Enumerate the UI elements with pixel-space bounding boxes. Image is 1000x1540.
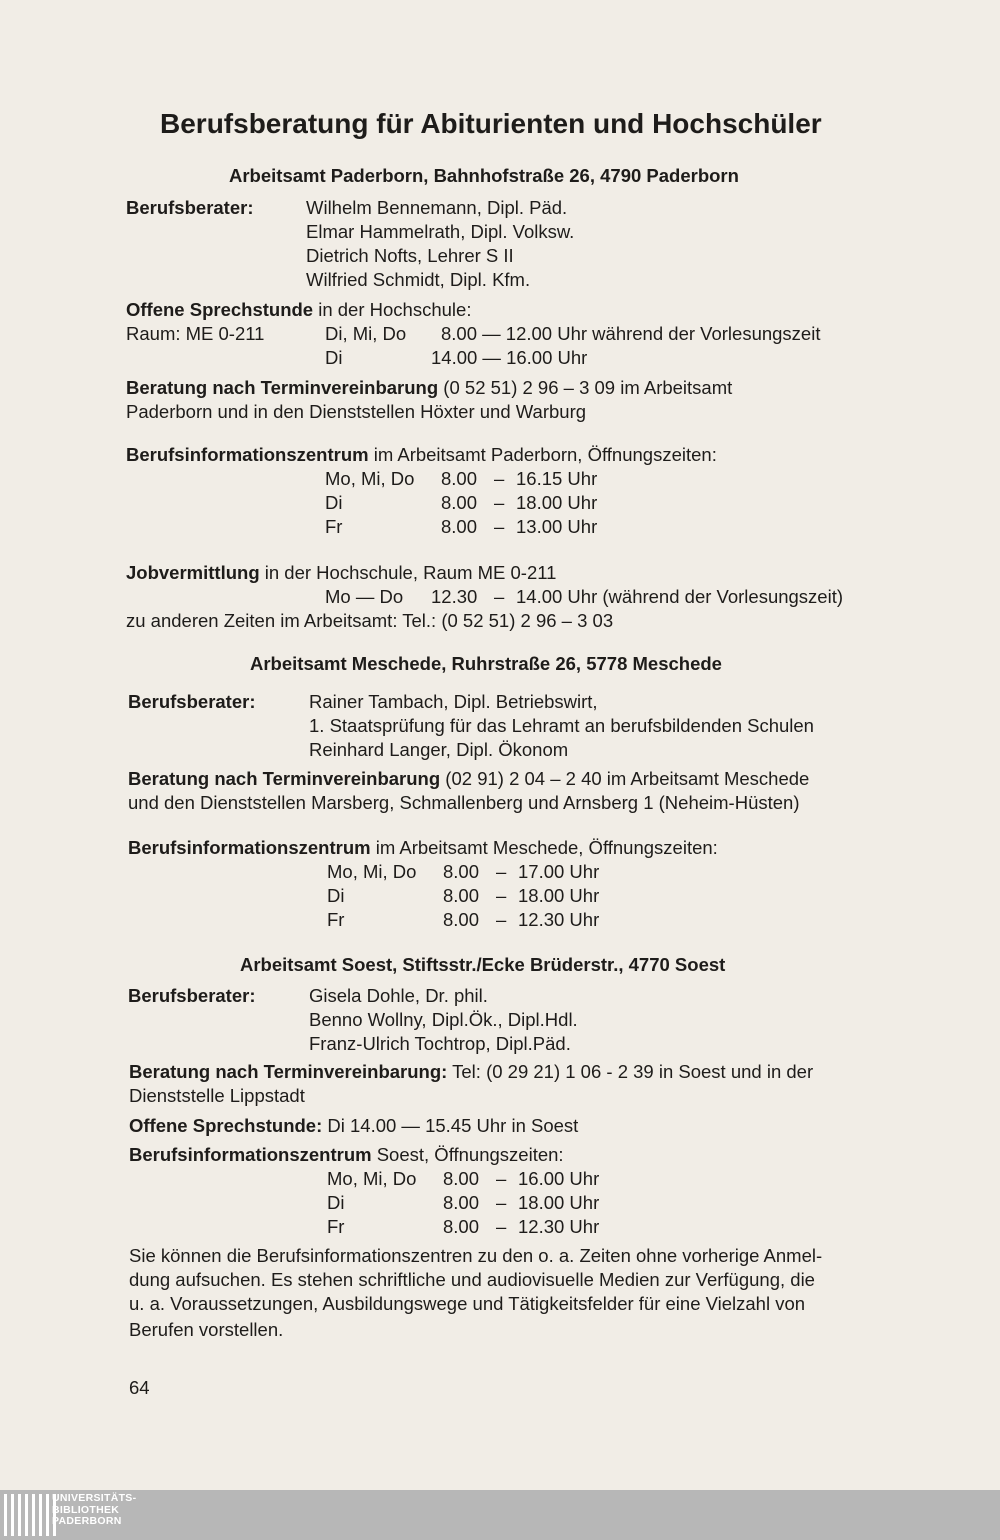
closing-line: u. a. Voraussetzungen, Ausbildungswege und Tätigkeitsfelder für eine Vielzahl von (129, 1293, 806, 1314)
schedule-time: 14.00 — 16.00 Uhr (431, 347, 588, 368)
beratung-label: Beratung nach Terminvereinbarung: (129, 1061, 448, 1082)
sprechstunde-text: Di 14.00 — 15.45 Uhr in Soest (322, 1115, 579, 1136)
hours-days: Fr (327, 909, 345, 930)
library-logo-text (52, 1493, 136, 1528)
sprechstunde-line (126, 298, 471, 322)
hours-row (0, 860, 1000, 884)
schedule-time: 8.00 — 12.00 Uhr während der Vorlesungszeit (441, 323, 821, 344)
hours-from: 8.00 (443, 885, 480, 906)
beratung-text-cont: Paderborn und in den Dienststellen Höxter und Warburg (126, 401, 587, 422)
hours-from: 8.00 (441, 468, 478, 489)
job-dash: – (494, 586, 505, 607)
hours-dash: – (496, 1192, 507, 1213)
library-logo-icon (4, 1494, 56, 1536)
hours-dash: – (496, 1168, 507, 1189)
biz-label: Berufsinformationszentrum (126, 444, 369, 465)
hours-days: Fr (327, 1216, 345, 1237)
sprechstunde-text: in der Hochschule: (313, 299, 472, 320)
raum-label: Raum: ME 0-211 (126, 323, 265, 344)
berater-name: Gisela Dohle, Dr. phil. (309, 985, 488, 1006)
berater-name: Wilhelm Bennemann, Dipl. Päd. (306, 197, 568, 218)
beratung-line (126, 376, 732, 400)
hours-to: 18.00 Uhr (516, 492, 598, 513)
berater-label: Berufsberater: (126, 197, 254, 218)
logo-line: UNIVERSITÄTS- (52, 1492, 137, 1504)
beratung-text: (0 52 51) 2 96 – 3 09 im Arbeitsamt (438, 377, 733, 398)
beratung-text: Tel: (0 29 21) 1 06 - 2 39 in Soest und in der (447, 1061, 814, 1082)
hours-to: 16.15 Uhr (516, 468, 598, 489)
hours-to: 18.00 Uhr (518, 885, 600, 906)
beratung-text-cont: Dienststelle Lippstadt (129, 1085, 305, 1106)
job-line (126, 561, 556, 585)
hours-days: Mo, Mi, Do (327, 861, 417, 882)
hours-from: 8.00 (441, 492, 478, 513)
biz-text: im Arbeitsamt Meschede, Öffnungszeiten: (370, 837, 718, 858)
hours-from: 8.00 (443, 861, 480, 882)
sprechstunde-label: Offene Sprechstunde (126, 299, 314, 320)
section-heading-paderborn: Arbeitsamt Paderborn, Bahnhofstraße 26, 4790 Paderborn (229, 165, 739, 186)
section-heading-soest: Arbeitsamt Soest, Stiftsstr./Ecke Brüderstr., 4770 Soest (240, 954, 726, 975)
beratung-label: Beratung nach Terminvereinbarung (126, 377, 439, 398)
hours-to: 17.00 Uhr (518, 861, 600, 882)
hours-from: 8.00 (443, 1216, 480, 1237)
berater-name: Benno Wollny, Dipl.Ök., Dipl.Hdl. (309, 1009, 578, 1030)
schedule-days: Di, Mi, Do (325, 323, 407, 344)
hours-from: 8.00 (443, 909, 480, 930)
hours-row (0, 884, 1000, 908)
closing-line: Sie können die Berufsinformationszentren zu den o. a. Zeiten ohne vorherige Anmel- (129, 1245, 823, 1266)
hours-dash: – (496, 1216, 507, 1237)
hours-dash: – (494, 492, 505, 513)
page-number: 64 (129, 1377, 150, 1398)
job-text: in der Hochschule, Raum ME 0-211 (259, 562, 557, 583)
hours-to: 12.30 Uhr (518, 909, 600, 930)
library-footer-bar (0, 1490, 1000, 1540)
biz-label: Berufsinformationszentrum (128, 837, 371, 858)
berater-name: Wilfried Schmidt, Dipl. Kfm. (306, 269, 531, 290)
hours-days: Di (327, 885, 345, 906)
job-other: zu anderen Zeiten im Arbeitsamt: Tel.: (0 52 51) 2 96 – 3 03 (126, 610, 614, 631)
job-hours-row (0, 585, 1000, 609)
hours-to: 12.30 Uhr (518, 1216, 600, 1237)
berater-name: Rainer Tambach, Dipl. Betriebswirt, (309, 691, 598, 712)
closing-line: Berufen vorstellen. (129, 1319, 284, 1340)
biz-line (128, 836, 718, 860)
hours-to: 16.00 Uhr (518, 1168, 600, 1189)
beratung-label: Beratung nach Terminvereinbarung (128, 768, 441, 789)
hours-row (0, 491, 1000, 515)
beratung-line (129, 1060, 813, 1084)
biz-line (129, 1143, 564, 1167)
hours-row (0, 1167, 1000, 1191)
biz-label: Berufsinformationszentrum (129, 1144, 372, 1165)
section-heading-meschede: Arbeitsamt Meschede, Ruhrstraße 26, 5778 Meschede (250, 653, 722, 674)
hours-days: Mo, Mi, Do (325, 468, 415, 489)
schedule-days: Di (325, 347, 343, 368)
hours-to: 18.00 Uhr (518, 1192, 600, 1213)
page-title: Berufsberatung für Abiturienten und Hochschüler (160, 108, 822, 139)
sprechstunde-label: Offene Sprechstunde: (129, 1115, 323, 1136)
hours-days: Di (327, 1192, 345, 1213)
biz-text: Soest, Öffnungszeiten: (371, 1144, 564, 1165)
beratung-text: (02 91) 2 04 – 2 40 im Arbeitsamt Meschede (440, 768, 810, 789)
job-label: Jobvermittlung (126, 562, 260, 583)
logo-line: PADERBORN (52, 1515, 122, 1527)
hours-days: Mo, Mi, Do (327, 1168, 417, 1189)
hours-row (0, 467, 1000, 491)
berater-name: Dietrich Nofts, Lehrer S II (306, 245, 514, 266)
hours-from: 8.00 (443, 1168, 480, 1189)
hours-days: Di (325, 492, 343, 513)
hours-dash: – (494, 516, 505, 537)
biz-line (126, 443, 717, 467)
hours-from: 8.00 (441, 516, 478, 537)
job-to: 14.00 Uhr (während der Vorlesungszeit) (516, 586, 844, 607)
hours-to: 13.00 Uhr (516, 516, 598, 537)
beratung-line (128, 767, 809, 791)
sprechstunde-row (0, 322, 1000, 346)
logo-line: BIBLIOTHEK (52, 1503, 120, 1516)
berater-label: Berufsberater: (128, 691, 256, 712)
hours-row (0, 515, 1000, 539)
hours-dash: – (496, 885, 507, 906)
berater-label: Berufsberater: (128, 985, 256, 1006)
hours-row (0, 1215, 1000, 1239)
biz-text: im Arbeitsamt Paderborn, Öffnungszeiten: (368, 444, 717, 465)
berater-name: Reinhard Langer, Dipl. Ökonom (309, 739, 569, 760)
sprechstunde-line (129, 1114, 578, 1138)
hours-dash: – (494, 468, 505, 489)
hours-row (0, 1191, 1000, 1215)
hours-row (0, 908, 1000, 932)
sprechstunde-row (0, 346, 1000, 370)
berater-name: 1. Staatsprüfung für das Lehramt an berufsbildenden Schulen (309, 715, 814, 736)
hours-from: 8.00 (443, 1192, 480, 1213)
closing-line: dung aufsuchen. Es stehen schriftliche und audiovisuelle Medien zur Verfügung, die (129, 1269, 815, 1290)
berater-name: Franz-Ulrich Tochtrop, Dipl.Päd. (309, 1033, 571, 1054)
beratung-text-cont: und den Dienststellen Marsberg, Schmallenberg und Arnsberg 1 (Neheim-Hüsten) (128, 792, 800, 813)
hours-days: Fr (325, 516, 343, 537)
job-days: Mo — Do (325, 586, 404, 607)
hours-dash: – (496, 909, 507, 930)
job-from: 12.30 (431, 586, 478, 607)
berater-name: Elmar Hammelrath, Dipl. Volksw. (306, 221, 575, 242)
hours-dash: – (496, 861, 507, 882)
